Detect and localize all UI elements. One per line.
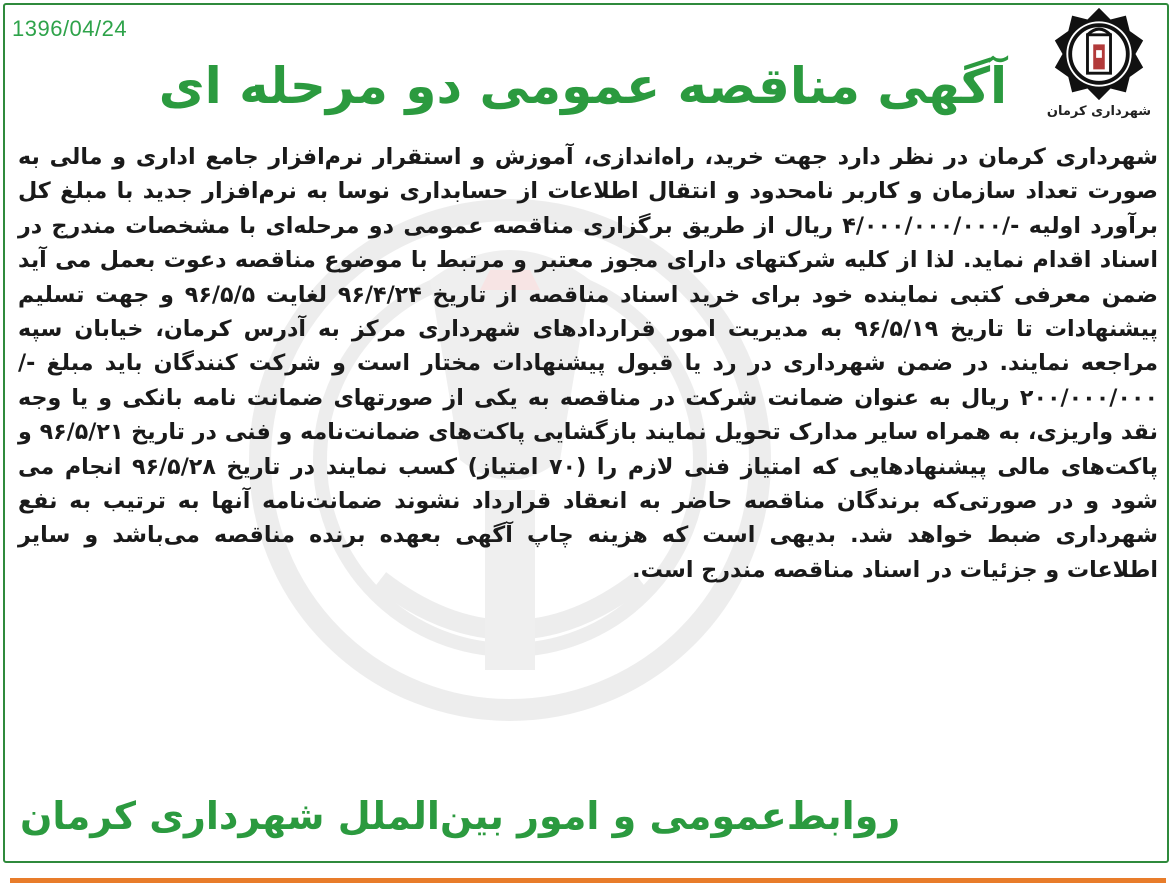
kerman-municipality-logo-icon xyxy=(1051,6,1147,102)
notice-body-text: شهرداری کرمان در نظر دارد جهت خرید، راه‌اندازی، آموزش و استقرار نرم‌افزار جامع اداری و مالی به صورت تعداد سازمان و کاربر نامحدود و انتقال اطلاعات از حسابداری نوسا به نرم‌افزار جدید با مبلغ کل برآورد اولیه -/۴/۰۰۰/۰۰۰/۰۰۰ ریال از طریق برگزاری مناقصه عمومی دو مرحله‌ای با مشخصات مندرج در اسناد اقدام نماید. لذا از کلیه شرکتهای دارای مجوز معتبر و مرتبط با موضوع مناقصه دعوت بعمل می آید ضمن معرفی کتبی نماینده خود برای خرید اسناد مناقصه از تاریخ ۹۶/۴/۲۴ لغایت ۹۶/۵/۵ و جهت تسلیم پیشنهادات تا تاریخ ۹۶/۵/۱۹ به مدیریت امور قراردادهای شهرداری مرکز به آدرس کرمان، خیابان سپه مراجعه نمایند. در ضمن شهرداری در رد یا قبول پیشنهادات مختار است و شرکت کنندگان باید مبلغ -/۲۰۰/۰۰۰/۰۰۰ ریال به عنوان ضمانت شرکت در مناقصه به یکی از صورتهای ضمانت نامه بانکی و یا وجه نقد واریزی، به همراه سایر مدارک تحویل نمایند بازگشایی پاکت‌های ضمانت‌نامه و فنی در تاریخ ۹۶/۵/۲۱ و پاکت‌های مالی پیشنهادهایی که امتیاز فنی لازم را (۷۰ امتیاز) کسب نمایند در تاریخ ۹۶/۵/۲۸ انجام می شود و در صورتی‌که برندگان مناقصه حاضر به انعقاد قرارداد نشوند ضمانت‌نامه آنها به ترتیب به نفع شهرداری ضبط خواهد شد. بدیهی است که هزینه چاپ آگهی بعهده برنده مناقصه می‌باشد و سایر اطلاعات و جزئیات در اسناد مناقصه مندرج است. xyxy=(18,144,1158,583)
notice-date: 1396/04/24 xyxy=(12,16,128,41)
municipality-logo xyxy=(1040,6,1158,132)
bottom-orange-rule xyxy=(10,878,1166,883)
notice-title: آگهی مناقصه عمومی دو مرحله ای xyxy=(158,57,1008,115)
logo-caption: شهرداری کرمان xyxy=(1046,104,1152,119)
public-relations-signature: روابط‌عمومی و امور بین‌الملل شهرداری کرمان xyxy=(20,794,901,838)
